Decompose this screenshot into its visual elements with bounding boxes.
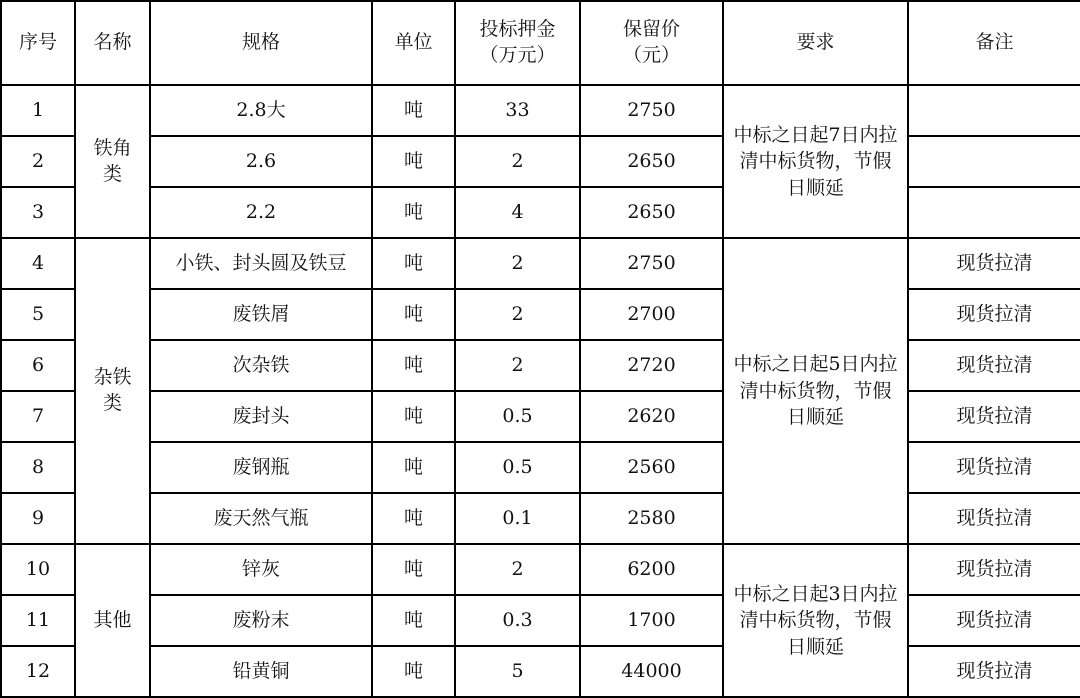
cell-unit: 吨: [372, 238, 455, 289]
cell-group-name: 其他: [75, 544, 150, 697]
table-row: [1, 340, 1080, 391]
header-deposit-line1: 投标押金: [479, 18, 556, 41]
cell-no: 12: [1, 646, 75, 697]
cell-spec: 废粉末: [150, 595, 372, 646]
cell-reserve: 2620: [580, 391, 723, 442]
cell-spec: 次杂铁: [150, 340, 372, 391]
cell-deposit: 0.3: [455, 595, 580, 646]
header-reserve: [580, 1, 723, 85]
cell-reserve: 6200: [580, 544, 723, 595]
cell-unit: 吨: [372, 391, 455, 442]
table-row: [1, 442, 1080, 493]
table-row: [1, 187, 1080, 238]
cell-remark: [908, 136, 1080, 187]
cell-unit: 吨: [372, 595, 455, 646]
header-deposit: [455, 1, 580, 85]
cell-reserve: 2700: [580, 289, 723, 340]
cell-remark: 现货拉清: [908, 646, 1080, 697]
cell-spec: 废钢瓶: [150, 442, 372, 493]
cell-group-name: 铁角类: [75, 85, 150, 238]
cell-deposit: 4: [455, 187, 580, 238]
cell-remark: 现货拉清: [908, 442, 1080, 493]
header-unit: 单位: [372, 1, 455, 85]
cell-no: 3: [1, 187, 75, 238]
cell-remark: 现货拉清: [908, 289, 1080, 340]
table-row: [1, 493, 1080, 544]
cell-no: 11: [1, 595, 75, 646]
cell-no: 8: [1, 442, 75, 493]
cell-spec: 2.2: [150, 187, 372, 238]
cell-remark: 现货拉清: [908, 493, 1080, 544]
cell-unit: 吨: [372, 442, 455, 493]
cell-unit: 吨: [372, 136, 455, 187]
cell-deposit: 0.5: [455, 391, 580, 442]
cell-deposit: 2: [455, 289, 580, 340]
header-row: [1, 1, 1080, 85]
cell-reserve: 2750: [580, 238, 723, 289]
cell-unit: 吨: [372, 289, 455, 340]
cell-unit: 吨: [372, 340, 455, 391]
cell-spec: 铅黄铜: [150, 646, 372, 697]
cell-reserve: 2750: [580, 85, 723, 136]
cell-deposit: 2: [455, 136, 580, 187]
cell-requirement: 中标之日起5日内拉清中标货物，节假日顺延: [723, 238, 908, 544]
cell-spec: 废铁屑: [150, 289, 372, 340]
cell-group-name: 杂铁类: [75, 238, 150, 544]
table-row: [1, 85, 1080, 136]
cell-reserve: 2560: [580, 442, 723, 493]
header-no: 序号: [1, 1, 75, 85]
cell-no: 6: [1, 340, 75, 391]
cell-remark: [908, 187, 1080, 238]
table-row: [1, 544, 1080, 595]
cell-requirement: 中标之日起3日内拉清中标货物，节假日顺延: [723, 544, 908, 697]
cell-unit: 吨: [372, 544, 455, 595]
header-deposit-line2: （万元）: [479, 44, 556, 66]
cell-remark: 现货拉清: [908, 391, 1080, 442]
cell-reserve: 1700: [580, 595, 723, 646]
cell-spec: 废天然气瓶: [150, 493, 372, 544]
table-row: [1, 238, 1080, 289]
cell-unit: 吨: [372, 187, 455, 238]
cell-spec: 小铁、封头圆及铁豆: [150, 238, 372, 289]
cell-reserve: 2720: [580, 340, 723, 391]
cell-remark: 现货拉清: [908, 340, 1080, 391]
cell-deposit: 2: [455, 544, 580, 595]
cell-no: 2: [1, 136, 75, 187]
cell-remark: 现货拉清: [908, 544, 1080, 595]
cell-reserve: 44000: [580, 646, 723, 697]
cell-deposit: 2: [455, 340, 580, 391]
cell-deposit: 2: [455, 238, 580, 289]
table-row: [1, 391, 1080, 442]
header-requirement: 要求: [723, 1, 908, 85]
header-spec: 规格: [150, 1, 372, 85]
header-name: 名称: [75, 1, 150, 85]
cell-remark: [908, 85, 1080, 136]
header-reserve-line2: （元）: [622, 44, 680, 66]
cell-remark: 现货拉清: [908, 238, 1080, 289]
cell-no: 5: [1, 289, 75, 340]
cell-no: 10: [1, 544, 75, 595]
cell-reserve: 2580: [580, 493, 723, 544]
table-row: [1, 595, 1080, 646]
cell-no: 9: [1, 493, 75, 544]
table-row: [1, 289, 1080, 340]
cell-deposit: 0.1: [455, 493, 580, 544]
cell-spec: 废封头: [150, 391, 372, 442]
cell-unit: 吨: [372, 646, 455, 697]
cell-no: 4: [1, 238, 75, 289]
cell-deposit: 0.5: [455, 442, 580, 493]
cell-remark: 现货拉清: [908, 595, 1080, 646]
table-row: [1, 136, 1080, 187]
cell-deposit: 33: [455, 85, 580, 136]
cell-no: 7: [1, 391, 75, 442]
cell-reserve: 2650: [580, 136, 723, 187]
cell-unit: 吨: [372, 493, 455, 544]
cell-reserve: 2650: [580, 187, 723, 238]
cell-spec: 2.6: [150, 136, 372, 187]
cell-deposit: 5: [455, 646, 580, 697]
cell-no: 1: [1, 85, 75, 136]
cell-spec: 2.8大: [150, 85, 372, 136]
table-row: [1, 646, 1080, 697]
header-remark: 备注: [908, 1, 1080, 85]
header-reserve-line1: 保留价: [622, 18, 680, 41]
cell-unit: 吨: [372, 85, 455, 136]
cell-spec: 锌灰: [150, 544, 372, 595]
cell-requirement: 中标之日起7日内拉清中标货物，节假日顺延: [723, 85, 908, 238]
